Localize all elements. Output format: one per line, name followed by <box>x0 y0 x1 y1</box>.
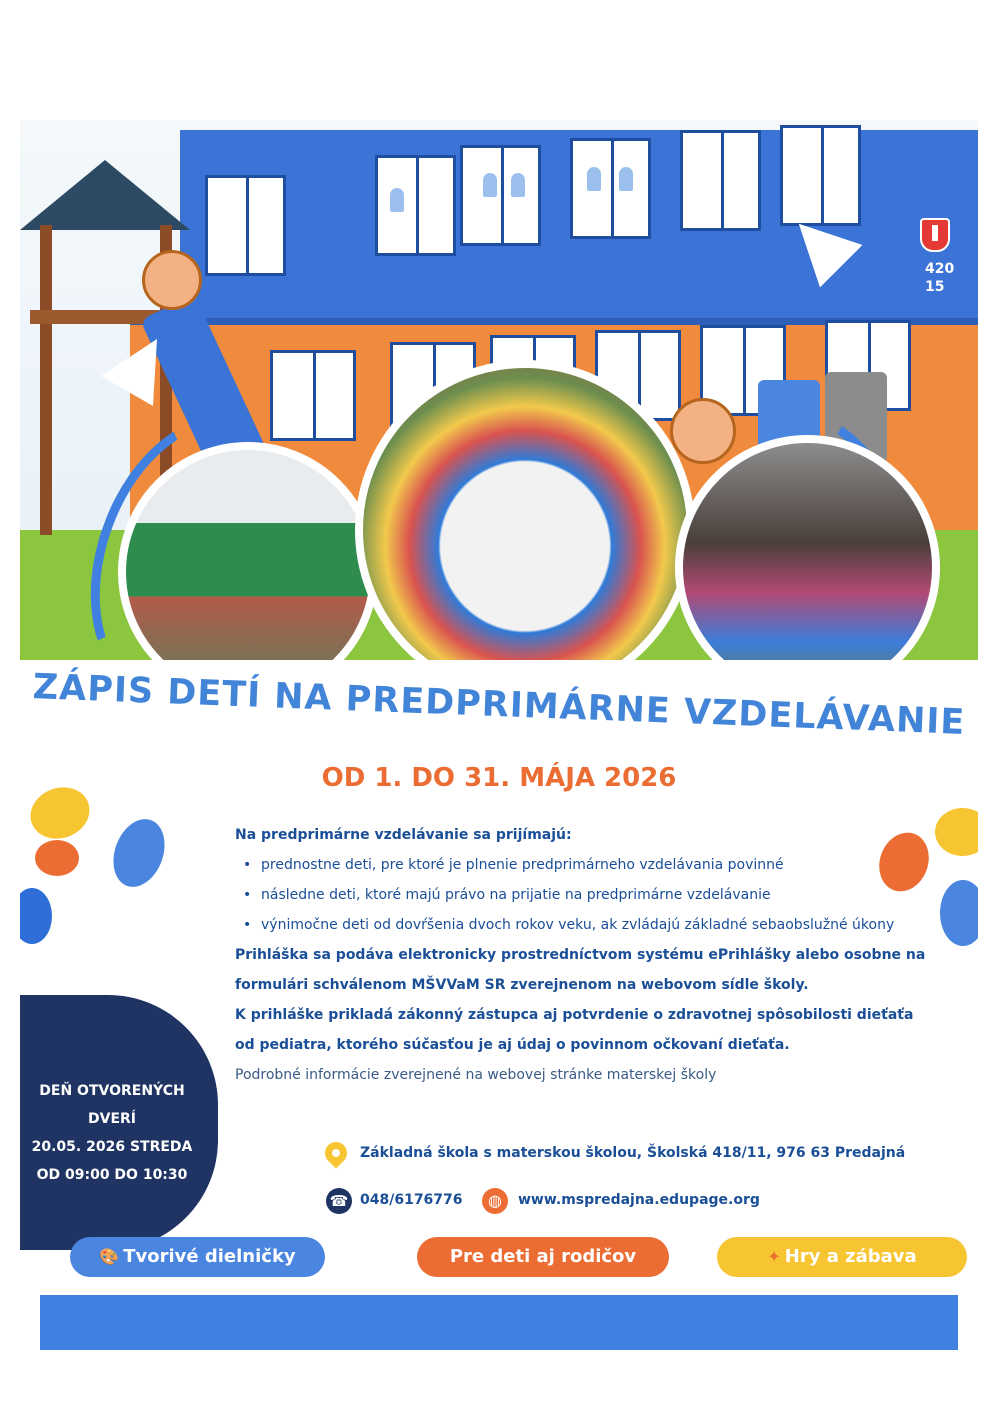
slovak-crest-icon <box>920 218 950 252</box>
list-item: • výnimočne deti od dovŕšenia dvoch rokov veku, ak zvládajú základné sebaobslužné úkony <box>261 910 935 940</box>
building-number: 420 15 <box>925 261 955 295</box>
address: Základná škola s materskou školou, Školská 418/11, 976 63 Predajná <box>360 1145 906 1161</box>
admission-list <box>235 850 935 940</box>
list-item: • následne deti, ktoré majú právo na prijatie na predprimárne vzdelávanie <box>261 880 935 910</box>
kid-illustration <box>142 250 202 310</box>
phone-icon: ☎ <box>326 1188 352 1214</box>
open-day-title: DEŇ OTVORENÝCH DVERÍ <box>39 1083 185 1127</box>
palette-icon: 🎨 <box>99 1247 120 1266</box>
location-pin-icon <box>320 1137 351 1168</box>
list-item: • prednostne deti, pre ktoré je plnenie predprimárneho vzdelávania povinné <box>261 850 935 880</box>
website-link[interactable]: www.mspredajna.edupage.org <box>518 1192 760 1208</box>
pill-kids-and-parents: Pre deti aj rodičov <box>417 1237 669 1277</box>
open-day-badge <box>20 995 218 1250</box>
pill-games-fun: ✦ Hry a zábava <box>717 1237 967 1277</box>
admission-info <box>235 820 935 1090</box>
phone-number[interactable]: 048/6176776 <box>360 1192 463 1208</box>
footer-bar <box>40 1295 958 1350</box>
poster <box>20 120 978 1350</box>
application-info: Prihláška sa podáva elektronicky prostredníctvom systému ePrihlášky alebo osobne na formulári schválenom MŠVVaM SR zverejnenom na webovom sídle školy. <box>235 947 926 993</box>
enrollment-dates: OD 1. DO 31. MÁJA 2026 <box>321 763 677 793</box>
playground-tower-roof <box>20 160 190 230</box>
sparkle-icon: ✦ <box>767 1247 781 1266</box>
open-day-time: OD 09:00 DO 10:30 <box>36 1167 188 1183</box>
pill-creative-workshops: 🎨 Tvorivé dielničky <box>70 1237 325 1277</box>
hero-illustration <box>20 120 978 660</box>
globe-icon: ◍ <box>482 1188 508 1214</box>
attachment-info: K prihláške prikladá zákonný zástupca aj potvrdenie o zdravotnej spôsobilosti dieťaťa od pediatra, ktorého súčasťou je aj údaj o povinnom očkovaní dieťaťa. <box>235 1007 914 1053</box>
admission-heading: Na predprimárne vzdelávanie sa prijímajú: <box>235 827 572 843</box>
open-day-date: 20.05. 2026 STREDA <box>31 1139 193 1155</box>
page-title: ZÁPIS DETÍ NA PREDPRIMÁRNE VZDELÁVANIE <box>32 667 966 743</box>
more-info: Podrobné informácie zverejnené na webovej stránke materskej školy <box>235 1067 717 1083</box>
